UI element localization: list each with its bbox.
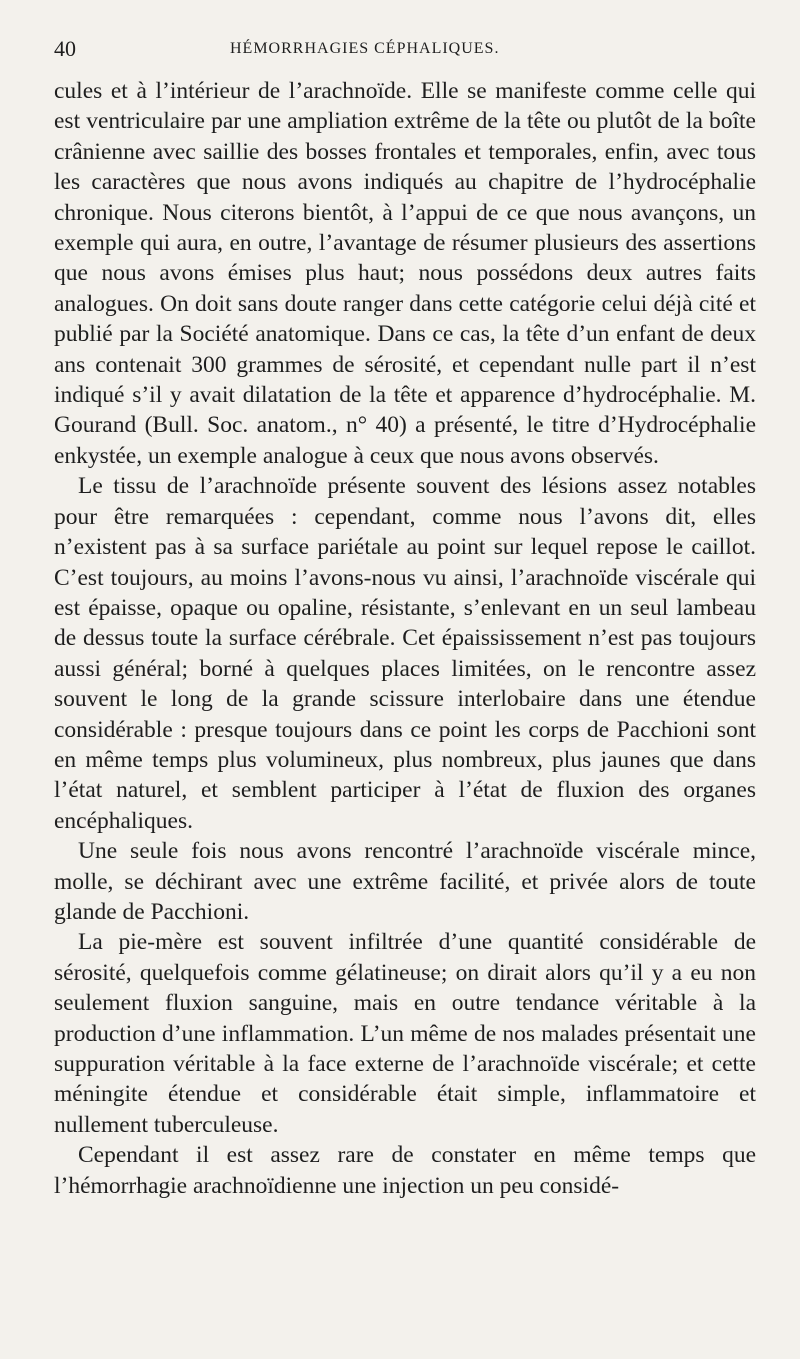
- paragraph: Le tissu de l’arachnoïde présente souvent des lésions assez notables pour être remarquées : cependant, comme nous l’avons dit, elles n’existent pas à sa surface pariétale au point sur lequel repose le caillot. C’est toujours, au moins l’avons-nous vu ainsi, l’arachnoïde viscérale qui est épaisse, opaque ou opaline, résistante, s’enlevant en un seul lambeau de dessus toute la surface cérébrale. Cet épaississement n’est pas toujours aussi général; borné à quelques places limitées, on le rencontre assez souvent le long de la grande scissure interlobaire dans une étendue considérable : presque toujours dans ce point les corps de Pacchioni sont en même temps plus volumineux, plus nombreux, plus jaunes que dans l’état naturel, et semblent participer à l’état de fluxion des organes encéphaliques.: [54, 473, 756, 834]
- paragraph: cules et à l’intérieur de l’arachnoïde. Elle se manifeste comme celle qui est ventriculaire par une ampliation extrême de la tête ou plutôt de la boîte crânienne avec saillie des bosses frontales et temporales, enfin, avec tous les caractères que nous avons indiqués au chapitre de l’hydrocéphalie chronique. Nous citerons bientôt, à l’appui de ce que nous avançons, un exemple qui aura, en outre, l’avantage de résumer plusieurs des assertions que nous avons émises plus haut; nous possédons deux autres faits analogues. On doit sans doute ranger dans cette catégorie celui déjà cité et publié par la Société anatomique. Dans ce cas, la tête d’un enfant de deux ans contenait 300 grammes de sérosité, et cependant nulle part il n’est indiqué s’il y avait dilatation de la tête et apparence d’hydrocéphalie. M. Gourand (Bull. Soc. anatom., n° 40) a présenté, le titre d’Hydrocéphalie enkystée, un exemple analogue à ceux que nous avons observés.: [54, 78, 756, 469]
- page-number: 40: [54, 36, 76, 61]
- paragraph: La pie-mère est souvent infiltrée d’une quantité considérable de sérosité, quelquefois comme gélatineuse; on dirait alors qu’il y a eu non seulement fluxion sanguine, mais en outre tendance véritable à la production d’une inflammation. L’un même de nos malades présentait une suppuration véritable à la face externe de l’arachnoïde viscérale; et cette méningite étendue et considérable était simple, inflammatoire et nullement tuberculeuse.: [54, 929, 756, 1138]
- running-title: HÉMORRHAGIES CÉPHALIQUES.: [230, 40, 500, 57]
- paragraph: Une seule fois nous avons rencontré l’arachnoïde viscérale mince, molle, se déchirant avec une extrême facilité, et privée alors de toute glande de Pacchioni.: [54, 838, 756, 925]
- paragraph: Cependant il est assez rare de constater en même temps que l’hémorrhagie arachnoïdienne une injection un peu considé-: [54, 1142, 756, 1199]
- page-header: [54, 36, 756, 76]
- body-text: [54, 76, 756, 1201]
